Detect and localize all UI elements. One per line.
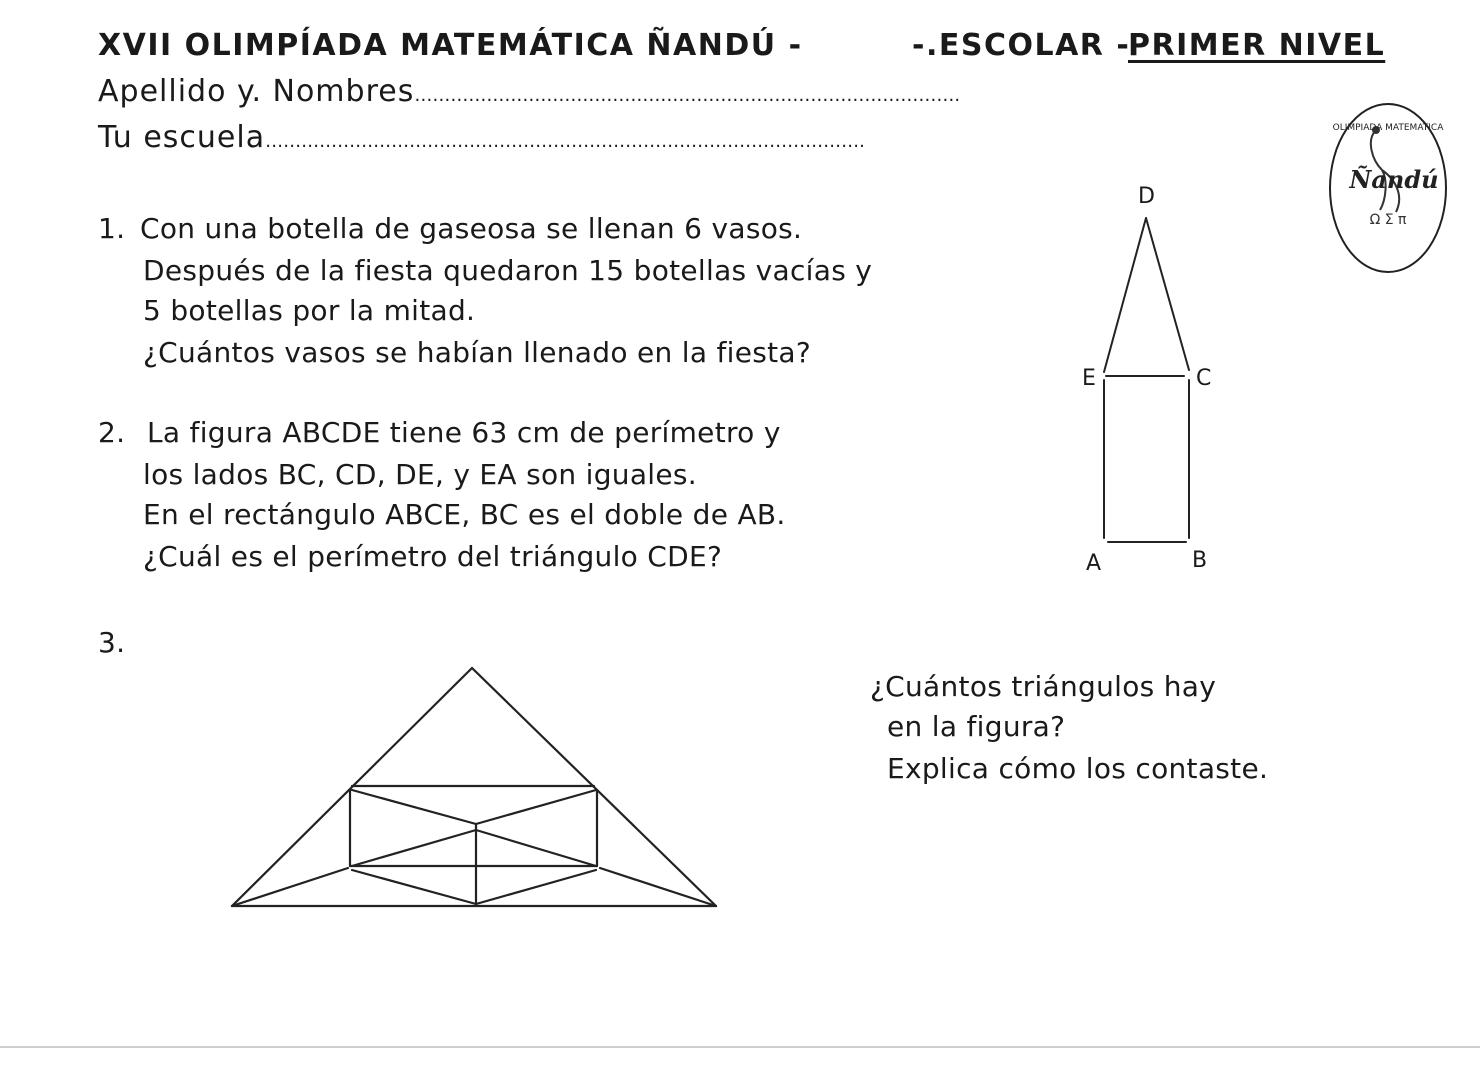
scan-edge-line	[0, 1046, 1480, 1048]
diag-mid-right	[476, 830, 596, 866]
problem-3-line-1: ¿Cuántos triángulos hay	[870, 670, 1217, 703]
problem-3-line-2: en la figura?	[887, 710, 1066, 743]
problem-1-line-1: Con una botella de gaseosa se llenan 6 vasos.	[140, 212, 803, 245]
logo-brand-text: Ñandú	[1349, 165, 1439, 194]
school-label: Tu escuela	[98, 120, 266, 155]
name-label: Apellido y. Nombres	[98, 74, 415, 109]
diag-low-right	[476, 870, 596, 904]
problem-2-line-3: En el rectángulo ABCE, BC es el doble de AB.	[143, 498, 786, 531]
problem-1-line-2: Después de la fiesta quedaron 15 botellas vacías y	[143, 254, 873, 287]
logo-symbols: Ω Σ π	[1369, 212, 1407, 228]
level-prefix: -.ESCOLAR -	[912, 28, 1131, 63]
logo-top-text: OLIMPIADA MATEMATICA	[1332, 123, 1444, 133]
problem-1-line-4: ¿Cuántos vasos se habían llenado en la fiesta?	[143, 336, 812, 369]
problem-1-number: 1.	[98, 212, 126, 245]
diag-top-left	[352, 790, 476, 824]
vertex-label-d: D	[1138, 184, 1155, 209]
diag-low-left	[352, 870, 476, 904]
corner-left-diag	[232, 868, 348, 906]
problem-2-line-1: La figura ABCDE tiene 63 cm de perímetro y	[147, 416, 781, 449]
diag-mid-left	[352, 830, 476, 866]
problem-3-number: 3.	[98, 626, 126, 659]
vertex-label-c: C	[1196, 366, 1212, 391]
problem-2-line-4: ¿Cuál es el perímetro del triángulo CDE?	[143, 540, 723, 573]
level-label: PRIMER NIVEL	[1128, 28, 1386, 63]
school-blank: ……………………………………………………………………………………….	[265, 131, 865, 152]
problem-1-line-3: 5 botellas por la mitad.	[143, 294, 476, 327]
problem-2-line-2: los lados BC, CD, DE, y EA son iguales.	[143, 458, 697, 491]
vertex-label-b: B	[1192, 548, 1208, 573]
diag-top-right	[476, 790, 596, 824]
problem-3-line-3: Explica cómo los contaste.	[887, 752, 1269, 785]
vertex-label-e: E	[1082, 366, 1096, 391]
exam-title: XVII OLIMPÍADA MATEMÁTICA ÑANDÚ -	[98, 28, 803, 63]
corner-right-diag	[600, 868, 716, 906]
name-blank: ……………………………………………………………………………….	[414, 85, 961, 106]
vertex-label-a: A	[1086, 551, 1102, 576]
problem-2-number: 2.	[98, 416, 126, 449]
